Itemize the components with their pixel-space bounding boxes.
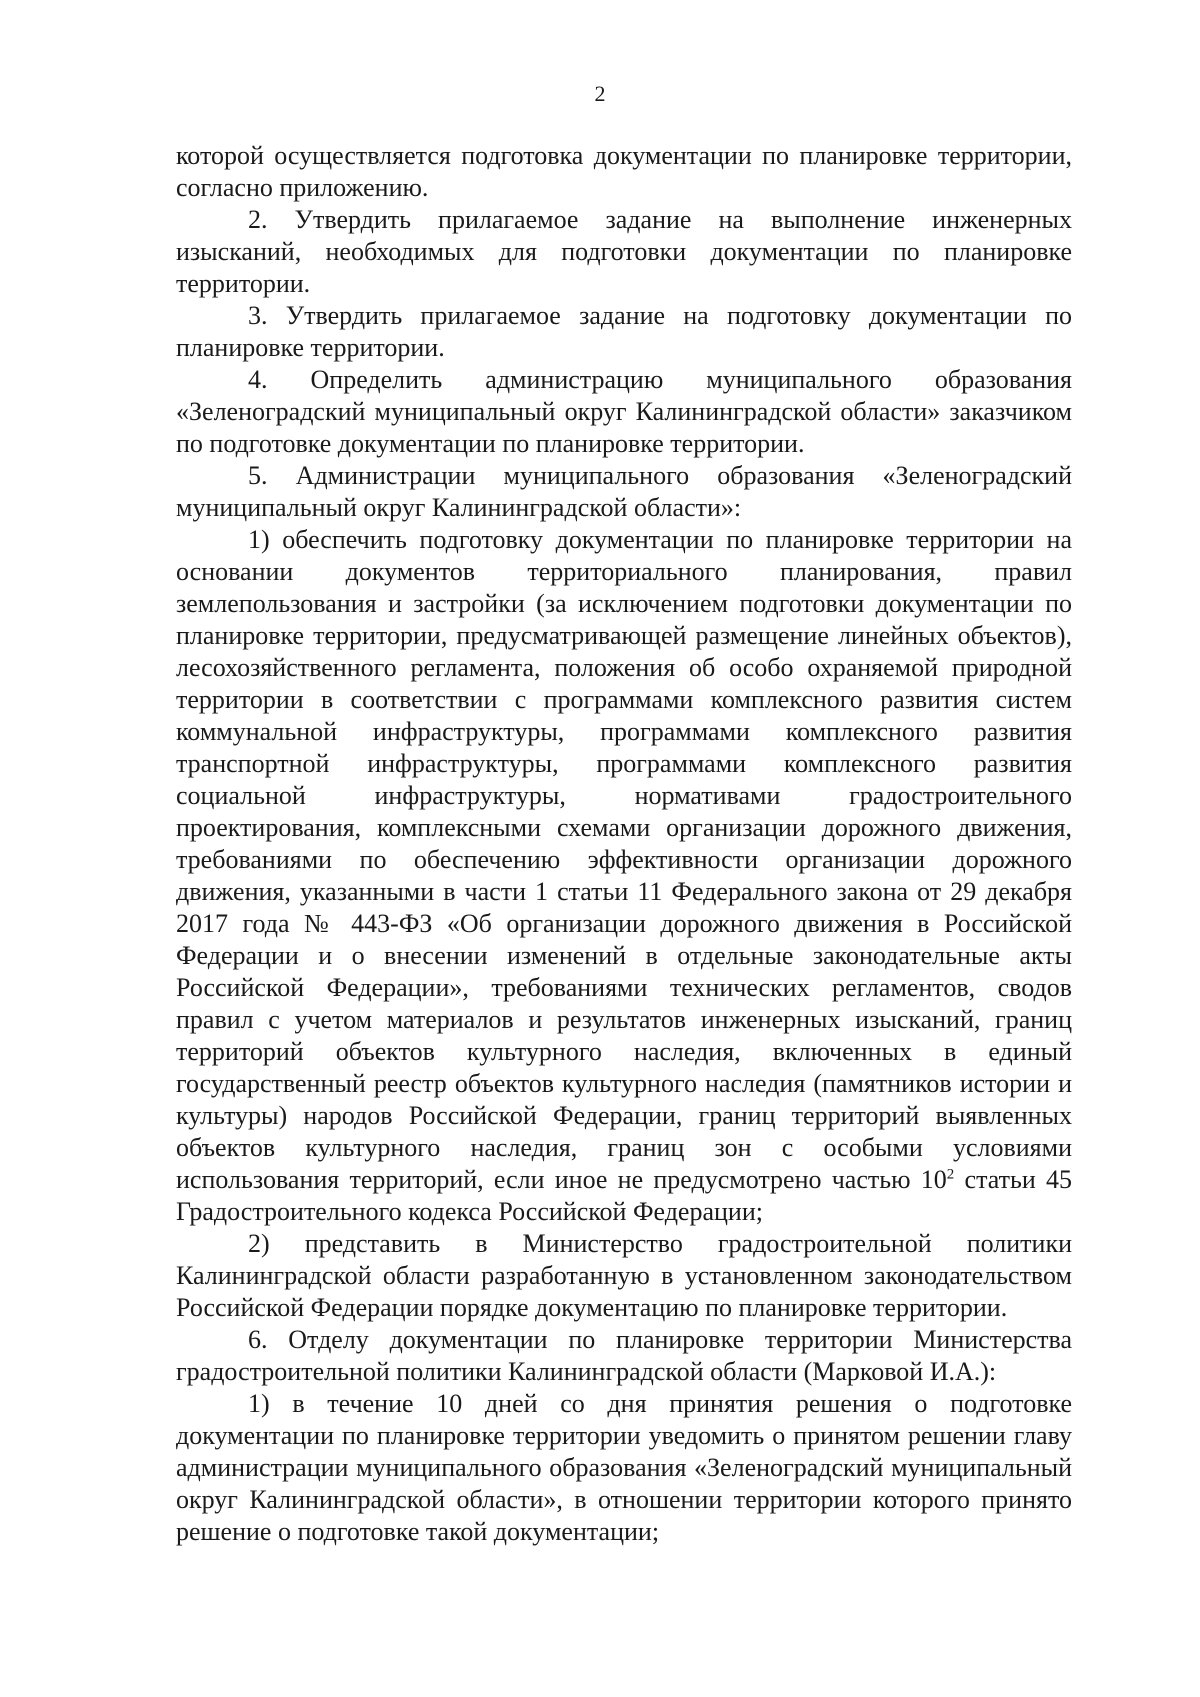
paragraph-item-4: 4. Определить администрацию муниципального образования «Зеленоградский муниципальный округ Калининградской области» заказчиком по подготовке документации по планировке территории.	[176, 365, 1072, 458]
paragraph-item-6: 6. Отделу документации по планировке территории Министерства градостроительной политики Калининградской области (Марковой И.А.):	[176, 1325, 1072, 1386]
superscript-2: 2	[946, 1166, 955, 1183]
paragraph-item-5: 5. Администрации муниципального образования «Зеленоградский муниципальный округ Калининградской области»:	[176, 461, 1072, 522]
paragraph-item-5-1-text: 1) обеспечить подготовку документации по планировке территории на основании документов территориального планирования, правил землепользования и застройки (за исключением подготовки документации по планировке территории, предусматривающей размещение линейных объектов), лесохозяйственного регламента, положения об особо охраняемой природной территории в соответствии с программами комплексного развития систем коммунальной инфраструктуры, программами комплексного развития транспортной инфраструктуры, программами комплексного развития социальной инфраструктуры, нормативами градостроительного проектирования, комплексными схемами организации дорожного движения, требованиями по обеспечению эффективности организации дорожного движения, указанными в части 1 статьи 11 Федерального закона от 29 декабря 2017 года № 443-ФЗ «Об организации дорожного движения в Российской Федерации и о внесении изменений в отдельные законодательные акты Российской Федерации», требованиями технических регламентов, сводов правил с учетом материалов и результатов инженерных изысканий, границ территорий объектов культурного наследия, включенных в единый государственный реестр объектов культурного наследия (памятников истории и культуры) народов Российской Федерации, границ территорий выявленных объектов культурного наследия, границ зон с особыми условиями использования территорий, если иное не предусмотрено частью 10	[176, 525, 1072, 1194]
paragraph-item-2: 2. Утвердить прилагаемое задание на выполнение инженерных изысканий, необходимых для подготовки документации по планировке территории.	[176, 205, 1072, 298]
paragraph-item-6-1: 1) в течение 10 дней со дня принятия решения о подготовке документации по планировке территории уведомить о принятом решении главу администрации муниципального образования «Зеленоградский муниципальный округ Калининградской области», в отношении территории которого принято решение о подготовке такой документации;	[176, 1389, 1072, 1546]
paragraph-item-5-1-tail: статьи 45 Градостроительного кодекса Российской Федерации;	[176, 1165, 1072, 1226]
paragraph-item-3: 3. Утвердить прилагаемое задание на подготовку документации по планировке территории.	[176, 301, 1072, 362]
paragraph-continuation: которой осуществляется подготовка документации по планировке территории, согласно приложению.	[176, 141, 1072, 202]
paragraph-item-5-1	[176, 524, 1072, 1228]
paragraph-item-5-2: 2) представить в Министерство градостроительной политики Калининградской области разработанную в установленном законодательством Российской Федерации порядке документацию по планировке территории.	[176, 1229, 1072, 1322]
page-number: 2	[594, 81, 606, 106]
document-body	[176, 140, 1072, 1548]
